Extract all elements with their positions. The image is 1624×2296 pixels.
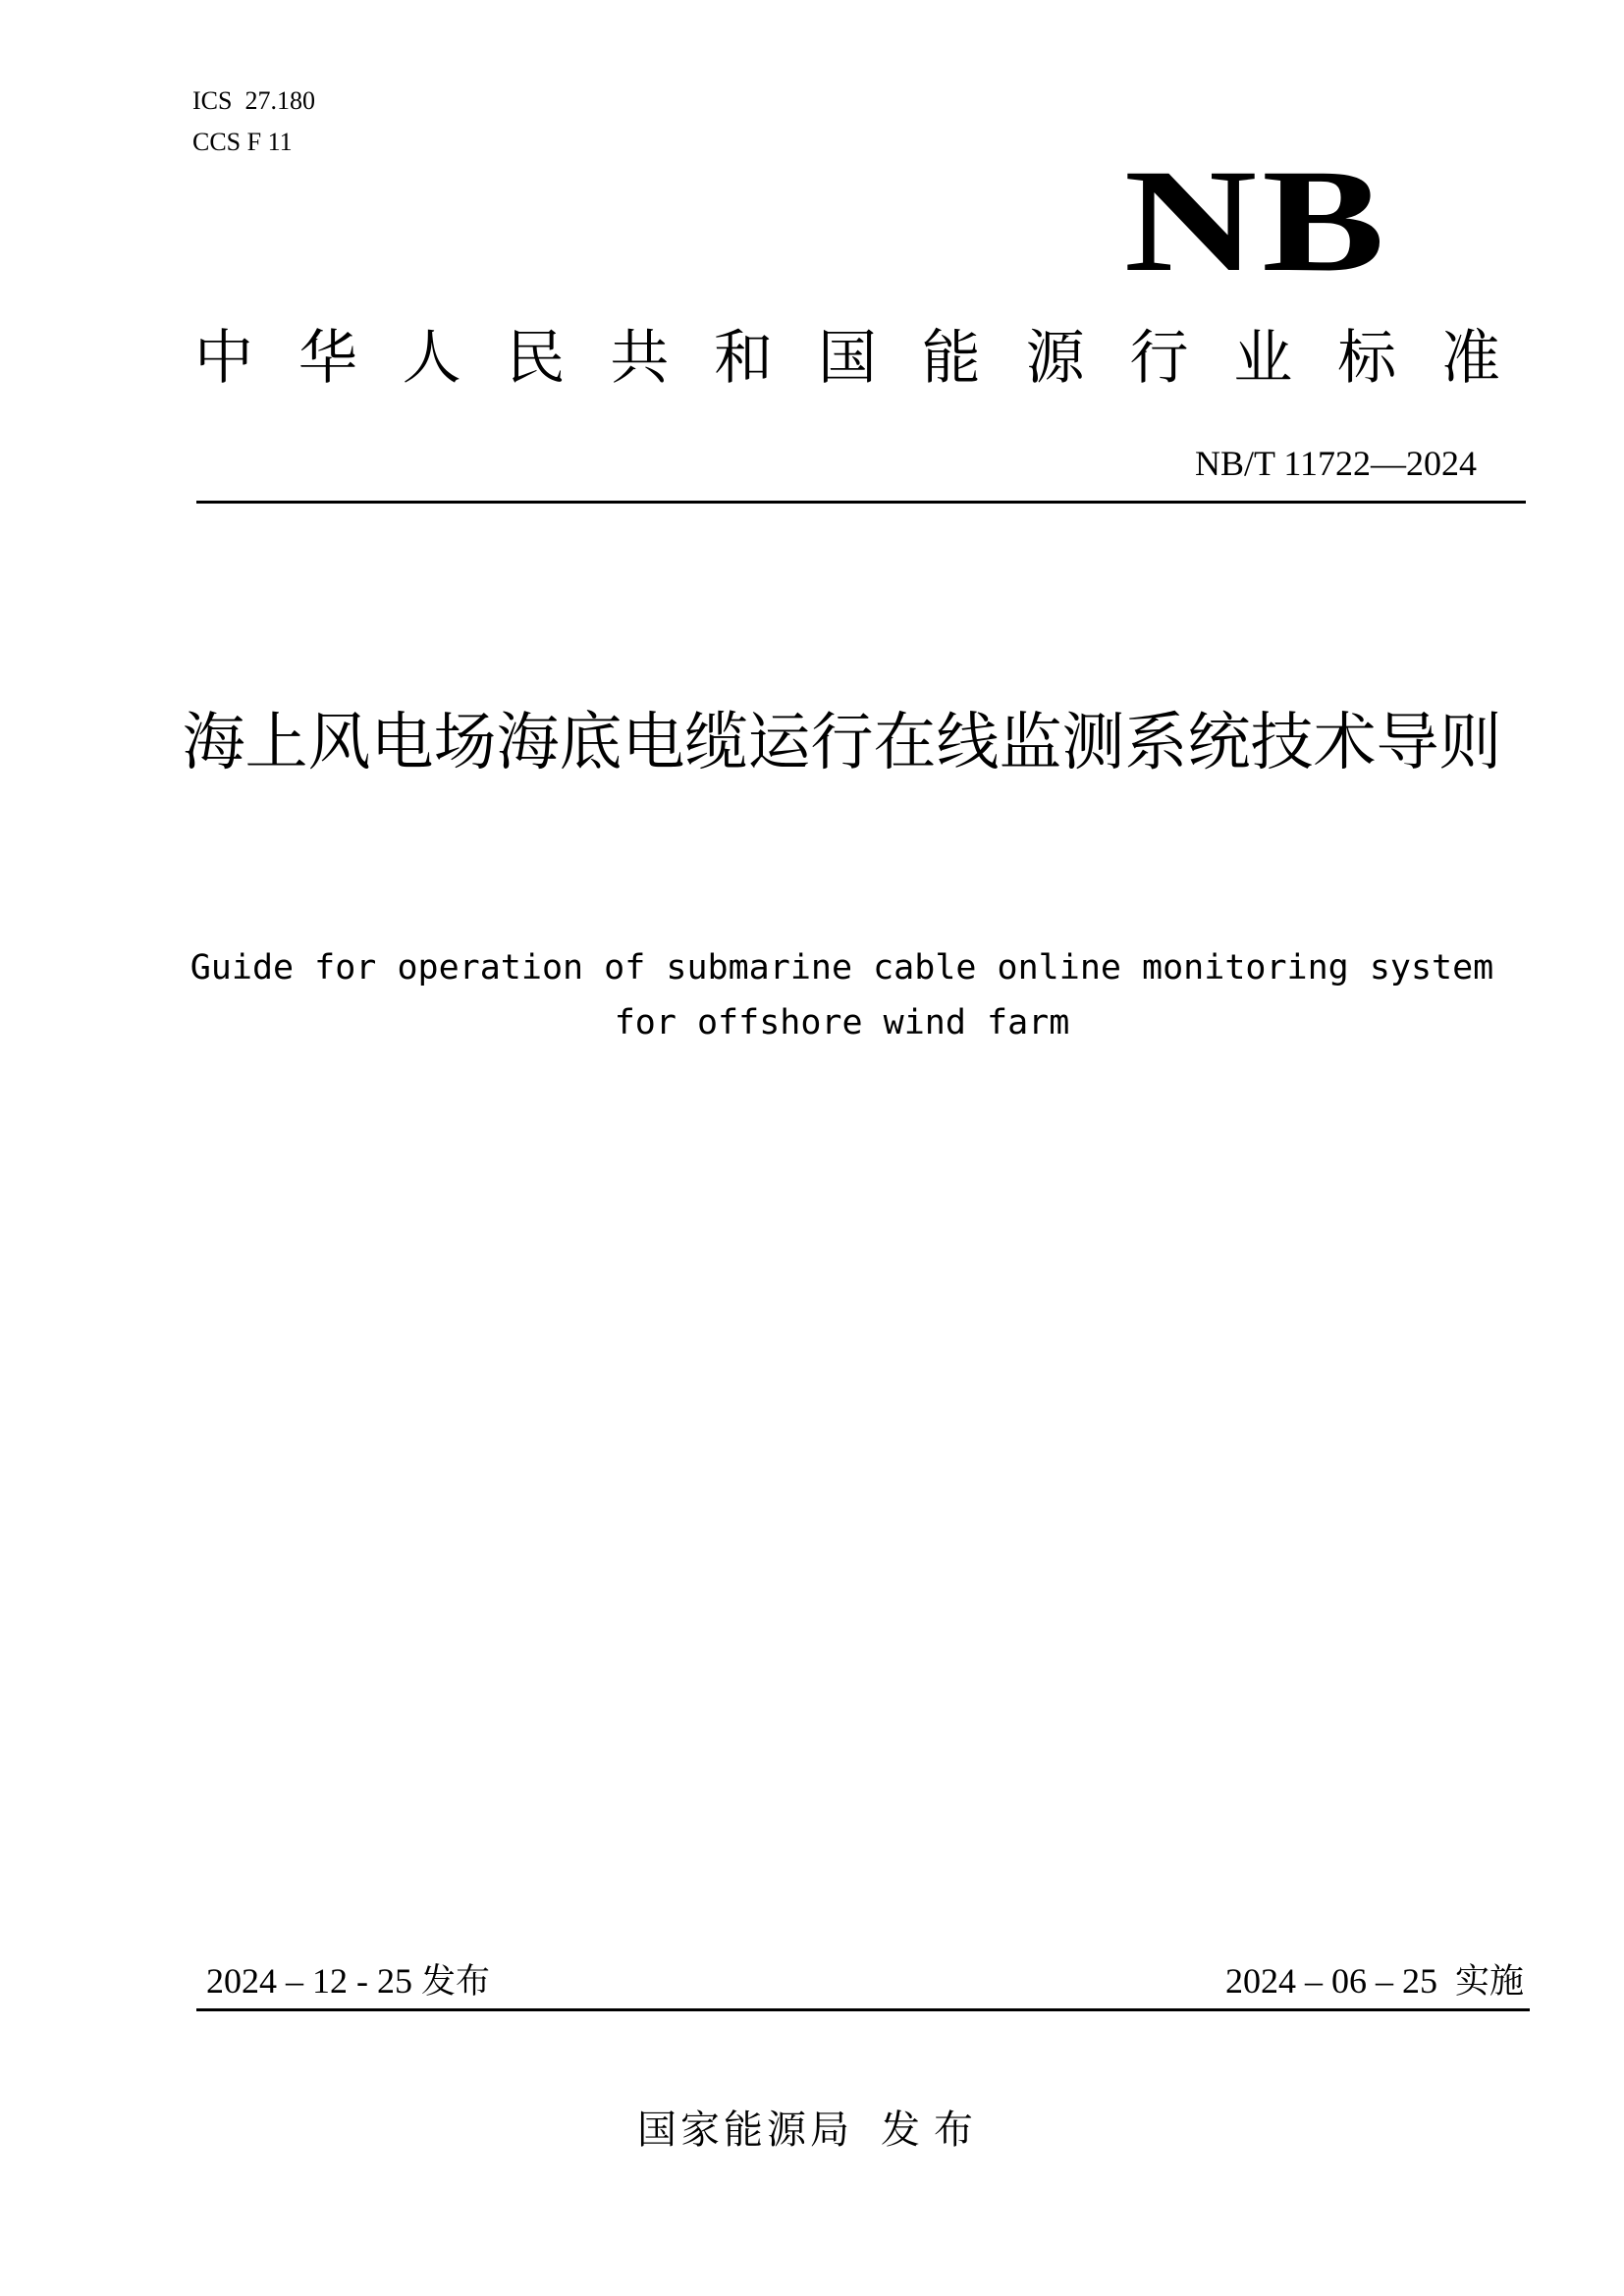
header-divider: [196, 501, 1526, 504]
standard-number: NB/T 11722—2024: [1194, 444, 1477, 483]
implementation-date: [1225, 1959, 1524, 2003]
org-char: 人: [402, 324, 461, 393]
nb-logo: NB: [1123, 139, 1390, 302]
org-char: 行: [1129, 324, 1189, 393]
implementation-date-label: 实施: [1454, 1962, 1524, 2002]
org-char: 源: [1025, 324, 1085, 393]
standard-org-title: [194, 324, 1500, 393]
org-char: 业: [1233, 324, 1293, 393]
org-char: 国: [817, 324, 877, 393]
issue-date-label: 发布: [421, 1962, 491, 2002]
ics-code: ICS 27.180: [192, 86, 315, 115]
org-char: 能: [921, 324, 981, 393]
publisher-line: [0, 2106, 1624, 2155]
title-chinese: 海上风电场海底电缆运行在线监测系统技术导则: [182, 707, 1502, 779]
org-char: 共: [610, 324, 670, 393]
org-char: 和: [714, 324, 774, 393]
title-english: Guide for operation of submarine cable online monitoring system for offshore wind farm: [189, 948, 1494, 1042]
issue-date: [206, 1959, 490, 2003]
publisher-action: 发布: [881, 2108, 987, 2153]
issue-date-value: 2024 – 12 - 25: [206, 1961, 412, 2001]
org-char: 民: [506, 324, 566, 393]
footer-divider: [196, 2008, 1530, 2011]
ccs-code: CCS F 11: [192, 128, 293, 156]
implementation-date-value: 2024 – 06 – 25: [1224, 1961, 1437, 2001]
org-char: 中: [194, 324, 253, 393]
publisher-org: 国家能源局: [637, 2108, 853, 2153]
org-char: 标: [1337, 324, 1397, 393]
org-char: 准: [1440, 324, 1500, 393]
org-char: 华: [298, 324, 357, 393]
